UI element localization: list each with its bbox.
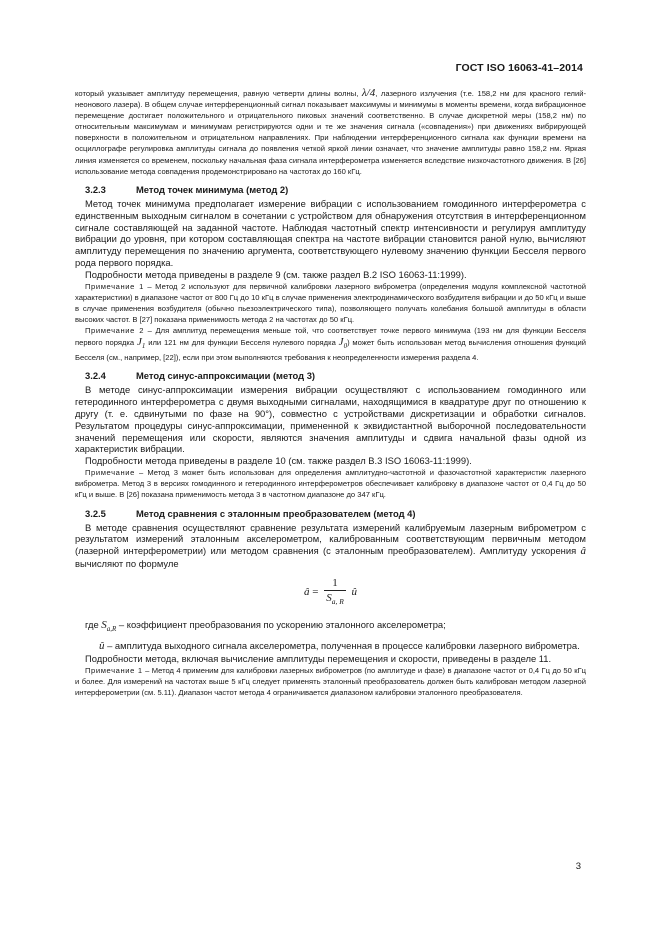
bessel-j1-symbol: $J_1$	[136, 335, 146, 350]
section-3-2-5-paragraph-2: Подробности метода, включая вычисление амплитуды перемещения и скорости, приведены в разделе 11.	[85, 653, 552, 665]
section-3-2-3-note-1: Примечание 1 – Метод 2 используют для первичной калибровки лазерного виброметра (определения модуля комплексной частотной характеристики) в диапазоне частот от 800 Гц до 10 кГц в случае применения электродинамического возбудителя вибрации и до 50 кГц и выше в случае применения возбудителя (обычно пьезоэлектрического типа), позволяющего получать колебания большой амплитуды в области высоких частот. В [27] показана применимость метода 2 на частотах до 50 кГц.	[75, 282, 586, 325]
page-number: 3	[575, 861, 581, 872]
bessel-j0-symbol: $J_0$	[338, 335, 348, 350]
section-3-2-3-heading: 3.2.3 Метод точек минимума (метод 2)	[85, 183, 289, 195]
section-3-2-4-paragraph-1: В методе синус-аппроксимации измерения вибрации осуществляют с использованием гомодинного или гетеродинного интерферометра с двумя выходными сигналами, находящимися в квадратуре друг по отношению к другу (т. е. сдвинутыми по фазе на 90°), совместно с устройствами дискретизации и обработки сигналов. Результатом процедуры синус-аппроксимации, примененной к эквидистантной выборочной последовательности значений перемещения или скорости, являются значения амплитуды и сдвига начальной фазы одной из характеристик вибрации.	[75, 383, 586, 455]
formula-fraction: $\frac{1}{S_{a, R}}$	[326, 577, 344, 607]
section-3-2-3-paragraph-2: Подробности метода приведены в разделе 9 (см. также раздел B.2 ISO 16063-11:1999).	[85, 269, 467, 281]
section-3-2-3-note-2: Примечание 2 – Для амплитуд перемещения меньше той, что соответствует точке первого минимума (193 нм для функции Бесселя первого порядка $J_1$ или 121 нм для функции Бесселя нулевого порядка $J_0$) может быть использован метод вычисления отношения функций Бесселя (см., например, [22]), если при этом выполняются требования к неопределенности измерения раздела 4.	[75, 326, 586, 362]
sensitivity-symbol: $S_{a,R}$	[101, 619, 117, 634]
section-3-2-4-heading: 3.2.4 Метод синус-аппроксимации (метод 3)	[85, 369, 316, 381]
intro-paragraph: который указывает амплитуду перемещения, равную четверти длины волны, λ/4, лазерного излучения (т.е. 158,2 нм для красного гелий-неонового лазера). В общем случае интерференционный сигнал показывает максимумы и минимумы в моменты времени, когда вибрационное перемещение достигает положительного и отрицательного пиковых значений соответственно. В случае дискретной меры (158,2 нм) по относительным максимумам и минимумам регистрируются одни и те же значения сигнала («совпадения») при движениях вибрирующей поверхности в положительном и отрицательном направлениях. При наблюдении интерференционного сигнала как функции времени на осциллографе регулировка амплитуды сигнала до появления четкой яркой линии означает, что значение амплитуды равно 158,2 нм. Яркая линия изменяется со временем, поскольку начальная фаза сигнала интерферометра изменяется вследствие низкочастотного движения. В [26] использование метода совпадения продемонстрировано на частотах до 160 кГц.	[75, 87, 586, 176]
formula-legend-sar: где $S_{a,R}$ – коэффициент преобразования по ускорению эталонного акселерометра;	[85, 619, 446, 634]
page-content	[75, 88, 586, 699]
acceleration-amplitude-symbol: â	[580, 545, 586, 558]
section-3-2-5-heading: 3.2.5 Метод сравнения с эталонным преобразователем (метод 4)	[85, 507, 416, 519]
formula-legend-u: û – амплитуда выходного сигнала акселерометра, полученная в процессе калибровки лазерного виброметра.	[99, 640, 580, 653]
section-3-2-5-paragraph-1: В методе сравнения осуществляют сравнение результата измерений калибруемым лазерным виброметром с результатом измерений эталонным акселерометром, калиброванным соответствующим первичным методом (лазерной интерферометрии) или методом сравнения (с эталонным преобразователем). Амплитуду ускорения â вычисляют по формуле	[75, 521, 586, 570]
section-3-2-3-paragraph-1: Метод точек минимума предполагает измерение вибрации с использованием гомодинного интерферометра с единственным выходным сигналом в сочетании с устройством для обнаружения отсутствия в интерференционном сигнале составляющей на заданной частоте. Наблюдая частотный спектр интенсивности и регулируя амплитуду вибрации до уровня, при котором составляющая спектра на частоте вибрации становится раной нулю, вычисляют амплитуду перемещения по значению аргумента, соответствующего нулевому значению функции Бесселя первого рода первого порядка.	[75, 197, 586, 269]
section-3-2-5-note-1: Примечание 1 – Метод 4 применим для калибровки лазерных виброметров (по амплитуде и фазе) в диапазоне частот от 0,4 Гц до 50 кГц и более. Для измерений на частотах выше 5 кГц следует применять эталонный преобразователь должен быть калиброван методом лазерной интерферометрии (см. 5.11). Диапазон частот метода 4 ограничивается диапазоном калибровки эталонного преобразователя.	[75, 666, 586, 698]
standard-designation: ГОСТ ISO 16063-41–2014	[455, 62, 583, 74]
output-amplitude-symbol: û	[99, 640, 105, 653]
lambda-quarter-symbol: λ/4	[361, 87, 376, 99]
section-3-2-4-paragraph-2: Подробности метода приведены в разделе 10 (см. также раздел B.3 ISO 16063-11:1999).	[85, 455, 472, 467]
section-3-2-4-note: Примечание – Метод 3 может быть использован для определения амплитудно-частотной и фазочастотной характеристик лазерного виброметра. Метод 3 в версиях гомодинного и гетеродинного интерферометров обеспечивает калибровку в диапазоне частот от 0,4 Гц до 50 кГц и выше. В [26] показана применимость метода 3 в частотном диапазоне до 347 кГц.	[75, 468, 586, 500]
acceleration-formula: â = $\frac{1}{S_{a, R}}$ û	[75, 576, 586, 609]
